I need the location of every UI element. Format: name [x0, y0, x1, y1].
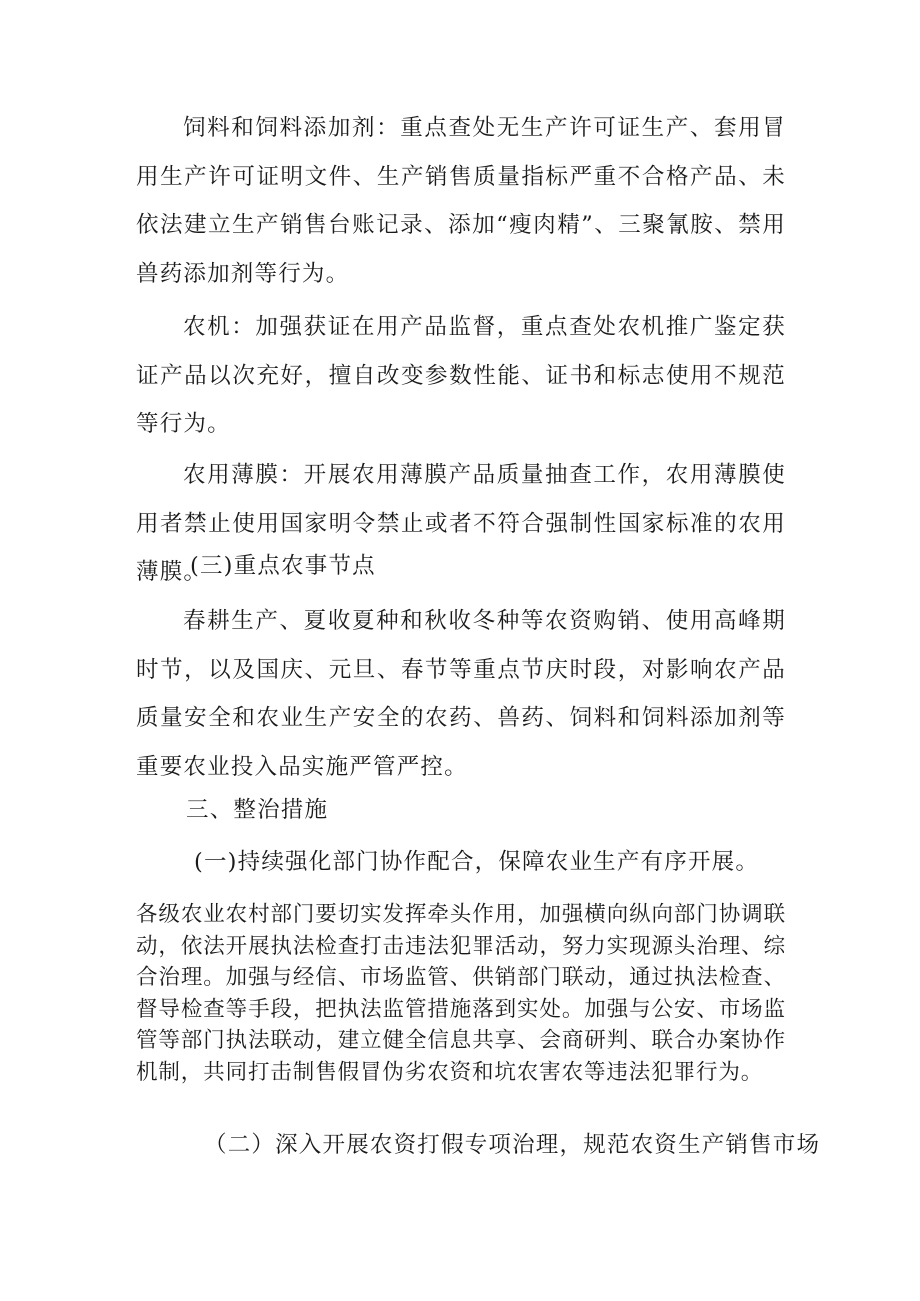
paragraph-agricultural-film: 农用薄膜：开展农用薄膜产品质量抽查工作，农用薄膜使用者禁止使用国家明令禁止或者不符合强制性国家标准的农用薄膜。	[136, 462, 786, 585]
section-title-rectification-measures: 三、整治措施	[186, 797, 329, 823]
paragraph-feed-additives: 饲料和饲料添加剂：重点查处无生产许可证生产、套用冒用生产许可证明文件、生产销售质量指标严重不合格产品、未依法建立生产销售台账记录、添加“瘦肉精”、三聚氰胺、禁用兽药添加剂等行为。	[136, 115, 786, 287]
measure-1-title: (一)持续强化部门协作配合，保障农业生产有序开展。	[194, 849, 760, 875]
paragraph-agricultural-machinery: 农机：加强获证在用产品监督，重点查处农机推广鉴定获证产品以次充好，擅自改变参数性能、证书和标志使用不规范等行为。	[136, 314, 786, 437]
measure-1-body: 各级农业农村部门要切实发挥牵头作用，加强横向纵向部门协调联动，依法开展执法检查打击违法犯罪活动，努力实现源头治理、综合治理。加强与经信、市场监管、供销部门联动，通过执法检查、督导检查等手段，把执法监管措施落到实处。加强与公安、市场监管等部门执法联动，建立健全信息共享、会商研判、联合办案协作机制，共同打击制售假冒伪劣农资和坑农害农等违法犯罪行为。	[136, 902, 786, 1085]
measure-2-title: （二）深入开展农资打假专项治理，规范农资生产销售市场	[204, 1132, 821, 1158]
heading-key-farming-periods: (三)重点农事节点	[190, 553, 376, 579]
paragraph-key-seasons: 春耕生产、夏收夏种和秋收冬种等农资购销、使用高峰期时节，以及国庆、元旦、春节等重点节庆时段，对影响农产品质量安全和农业生产安全的农药、兽药、饲料和饲料添加剂等重要农业投入品实施严管严控。	[136, 608, 786, 780]
